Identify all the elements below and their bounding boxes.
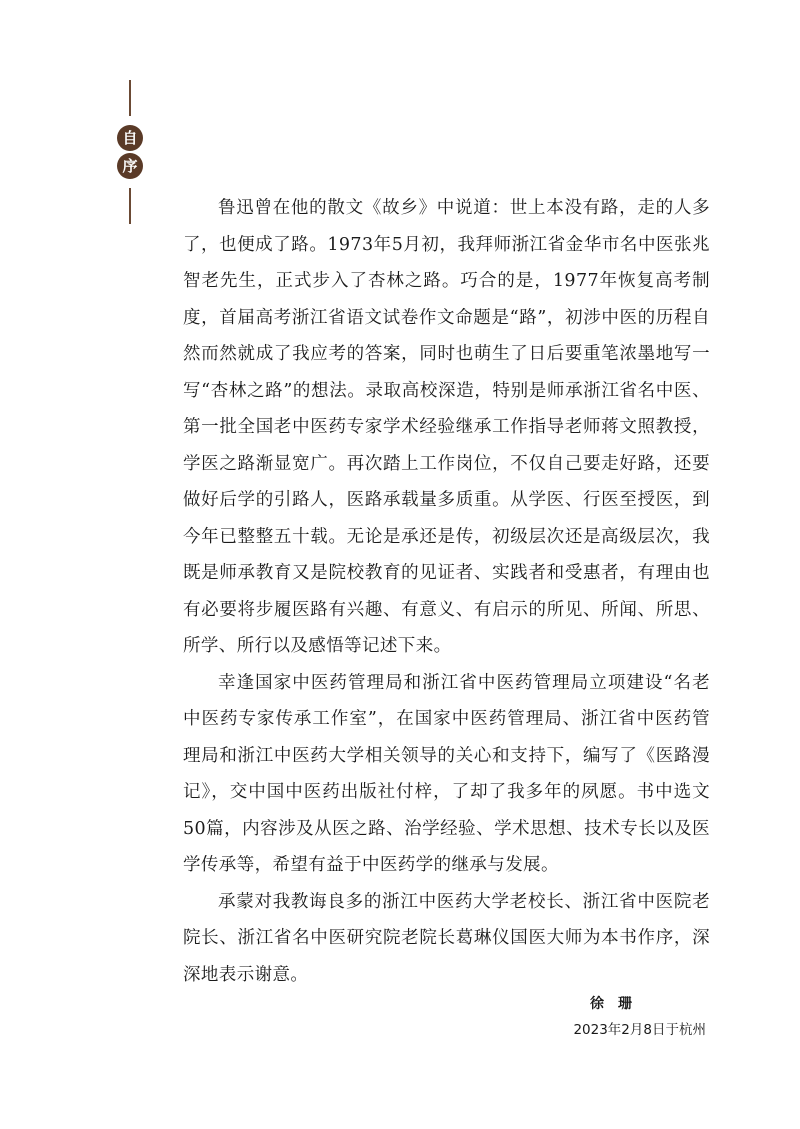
- signature-date: 2023年2月8日于杭州: [573, 1022, 706, 1038]
- section-marker: [117, 80, 143, 230]
- signature-block: [573, 994, 706, 1040]
- paragraph-3: 承蒙对我教诲良多的浙江中医药大学老校长、浙江省中医院老院长、浙江省名中医研究院老院长葛琳仪国医大师为本书作序，深深地表示谢意。: [183, 891, 710, 985]
- preface-body: [183, 190, 710, 993]
- author-name: 徐珊: [590, 996, 646, 1012]
- section-title-char-2: 序: [117, 153, 143, 179]
- divider-line-bottom: [129, 188, 131, 224]
- section-title-char-1: 自: [117, 125, 143, 151]
- paragraph-1: 鲁迅曾在他的散文《故乡》中说道：世上本没有路，走的人多了，也便成了路。1973年5月初，我拜师浙江省金华市名中医张兆智老先生，正式步入了杏林之路。巧合的是，1977年恢复高考制度，首届高考浙江省语文试卷作文命题是“路”，初涉中医的历程自然而然就成了我应考的答案，同时也萌生了日后要重笔浓墨地写一写“杏林之路”的想法。录取高校深造，特别是师承浙江省名中医、第一批全国老中医药专家学术经验继承工作指导老师蒋文照教授，学医之路渐显宽广。再次踏上工作岗位，不仅自己要走好路，还要做好后学的引路人，医路承载量多质重。从学医、行医至授医，到今年已整整五十载。无论是承还是传，初级层次还是高级层次，我既是师承教育又是院校教育的见证者、实践者和受惠者，有理由也有必要将步履医路有兴趣、有意义、有启示的所见、所闻、所思、所学、所行以及感悟等记述下来。: [183, 198, 710, 656]
- paragraph-2: 幸逢国家中医药管理局和浙江省中医药管理局立项建设“名老中医药专家传承工作室”，在国家中医药管理局、浙江省中医药管理局和浙江中医药大学相关领导的关心和支持下，编写了《医路漫记》，交中国中医药出版社付梓，了却了我多年的夙愿。书中选文50篇，内容涉及从医之路、治学经验、学术思想、技术专长以及医学传承等，希望有益于中医药学的继承与发展。: [183, 672, 710, 875]
- divider-line-top: [129, 80, 131, 116]
